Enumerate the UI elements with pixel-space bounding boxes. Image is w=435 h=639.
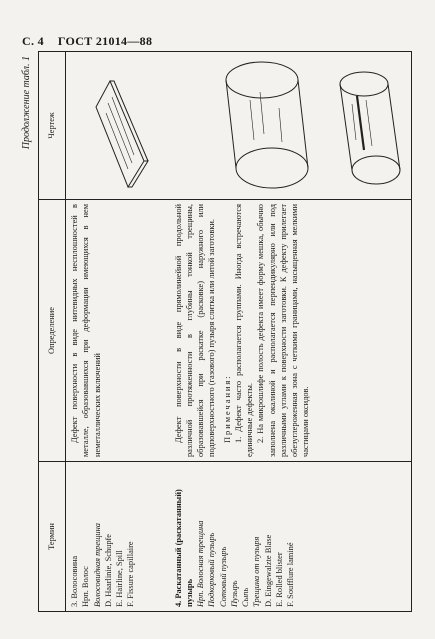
term-line: Нрп. Волос [81,566,91,607]
column-header-figure: Чертеж [39,52,66,200]
note-heading: Примечания: [222,374,232,443]
column-header-definition: Определение [39,200,66,462]
term-line: D. Eingewalzte Blase [263,534,273,607]
term-line: Пузырь [229,580,239,607]
continuation-label: Продолжение табл. 1 [21,56,32,150]
definition-text: Дефект поверхности в виде нитевидных несплошностей в металле, образовавшихся при деформации имеющихся в нем неметаллических включений [70,204,102,457]
drawings-overlay [58,52,412,200]
term-line: Волосовидная трещина [92,523,102,607]
term-line: Сыпь [241,587,250,607]
small-cylinder-drawing [340,72,400,184]
page-number: С. 4 [22,34,44,48]
term-cell [170,462,412,612]
note-text: 1. Дефект часто располагается группами. Иногда встречаются единичные дефекты. [233,204,254,457]
table-region [22,52,412,612]
term-line: Трещина от пузыря [252,536,262,607]
term-line: F. Soufflure laminé [286,542,295,607]
term-cell [66,462,170,612]
note-text: 2. На микрошлифе полость дефекта имеет форму мешка, обычно заполнена окалиной и располагается перпендикулярно или под различными углами к поверхности заготовки. К дефекту прилегает обезуглероженная зона с четкими границами, насыщенная мелкими частицами оксидов. [256,204,311,457]
definition-cell [170,200,412,462]
term-title: 4. Раскатанный (раскатанный) пузырь [173,489,194,607]
page-header [22,34,152,49]
definition-text: Дефект поверхности в виде прямолинейной продольной различной протяженности в глубины тонкой трещины, образовавшейся при раскатке (расковке) наружного или подповерхностного (газового) пузыря слитка или литой заготовки. [173,204,217,457]
term-line: Подкорковый пузырь [207,532,217,607]
column-header-term: Термин [39,462,66,612]
rotated-table [22,52,412,612]
cylinder-drawing [226,62,308,188]
term-line: D. Haarlinie, Schupfe [103,533,113,607]
term-title: 3. Волосовина [70,555,79,607]
term-line: Нрп. Волосная трещина [196,520,205,607]
term-line: E. Rolled blister [274,552,284,607]
definition-cell [66,200,170,462]
standard-code: ГОСТ 21014—88 [57,34,153,48]
term-line: F. Fissure capillaire [126,541,136,607]
term-line: E. Hairline, Spill [115,550,124,607]
term-line: Сотовый пузырь [218,546,228,607]
